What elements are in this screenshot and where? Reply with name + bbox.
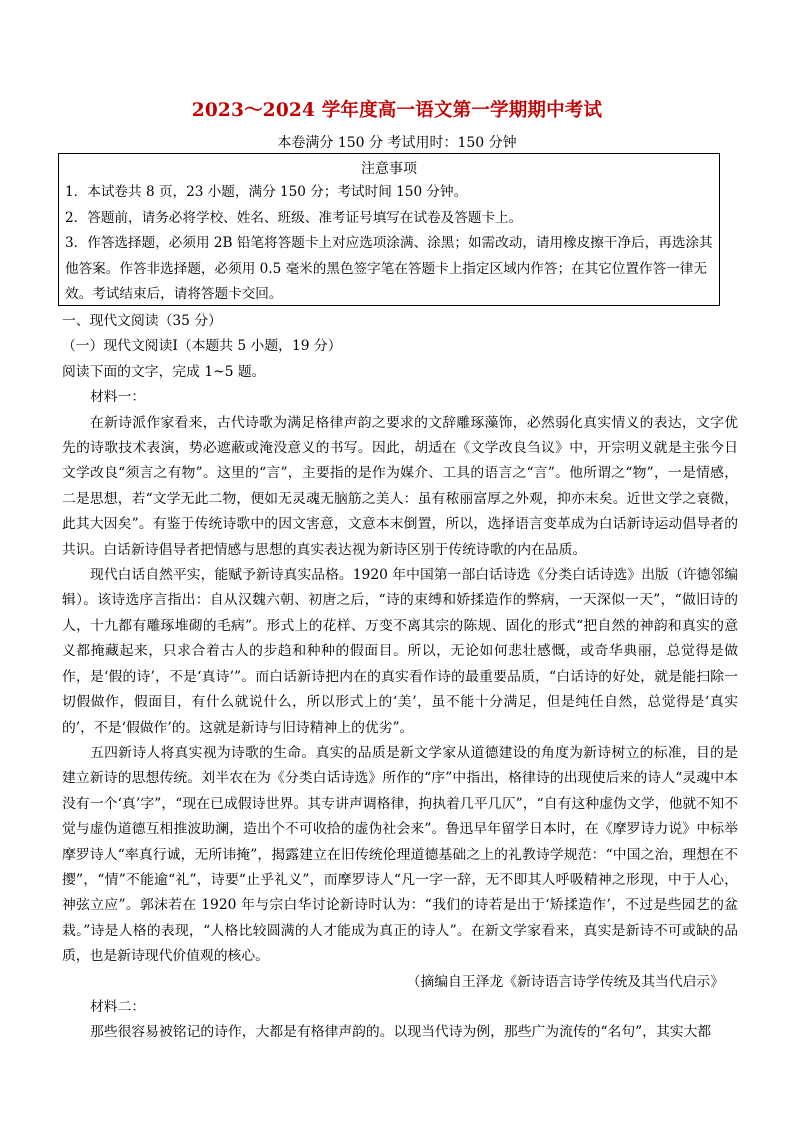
- reading-section: [62, 309, 738, 1046]
- exam-subtitle: 本卷满分 150 分 考试用时：150 分钟: [277, 135, 517, 151]
- material1-label: 材料一：: [90, 389, 146, 406]
- notice-item-3: 3．作答选择题，必须用 2B 铅笔将答题卡上对应选项涂满、涂黑；如需改动，请用橡皮擦干净后，再选涂其他答案。作答非选择题，必须用 0.5 毫米的黑色签字笔在答题卡上指定区域内作答；在其它位置作答一律无效。考试结束后，请将答题卡交回。: [65, 235, 713, 302]
- material1-paragraph-2: 现代白话自然平实，能赋予新诗真实品格。1920 年中国第一部白话诗选《分类白话诗选》出版（许德邻编辑）。该诗选序言指出：自从汉魏六朝、初唐之后，“诗的束缚和娇揉造作的弊病，一天深似一天”，“做旧诗的人，十九都有雕琢堆砌的毛病”。形式上的花样、万变不离其宗的陈规、固化的形式“把自然的神韵和真实的意义都掩藏起来，只求合着古人的步趋和种种的假面目。所以，无论如何悲壮感慨，或奇华典丽，总觉得是做作，是‘假的诗’，不是‘真诗’”。而白话新诗把内在的真实看作诗的最重要品质，“白话诗的好处，就是能扫除一切假做作，假面目，有什么就说什么，所以形式上的‘美’，虽不能十分满足，但是纯任自然，总觉得是‘真实的’，不是‘假做作’的。这就是新诗与旧诗精神上的优劣”。: [62, 567, 738, 736]
- notice-heading: 注意事项: [361, 161, 417, 177]
- notice-item-1: 1．本试卷共 8 页，23 小题，满分 150 分；考试时间 150 分钟。: [65, 184, 468, 200]
- material2-paragraph-1: 那些很容易被铭记的诗作，大都是有格律声韵的。以现当代诗为例，那些广为流传的“名句”，其实大都: [90, 1024, 712, 1041]
- exam-title: 2023～2024 学年度高一语文第一学期期中考试: [191, 100, 603, 121]
- notice-box: [58, 153, 720, 306]
- section-heading: 一、现代文阅读（35 分）: [62, 313, 222, 329]
- material1-paragraph-3: 五四新诗人将真实视为诗歌的生命。真实的品质是新文学家从道德建设的角度为新诗树立的标准，目的是建立新诗的思想传统。刘半农在为《分类白话诗选》所作的“序”中指出，格律诗的出现使后来的诗人“灵魂中本没有一个‘真’字”，“现在已成假诗世界。其专讲声调格律，拘执着几平几仄”，“自有这种虚伪文学，他就不知不觉与虚伪道德互相推波助澜，造出个不可收拾的虚伪社会来”。鲁迅早年留学日本时，在《摩罗诗力说》中标举摩罗诗人“率真行诚，无所讳掩”，揭露建立在旧传统伦理道德基础之上的礼教诗学规范：“中国之治，理想在不撄”，“情”不能逾“礼”，诗要“止乎礼义”，而摩罗诗人“凡一字一辞，无不即其人呼吸精神之形现，中于人心，神弦立应”。郭沫若在 1920 年与宗白华讨论新诗时认为：“我们的诗若是出于‘矫揉造作’，不过是些园艺的盆栽。”诗是人格的表现，“人格比较圆满的人才能成为真正的诗人”。在新文学家看来，真实是新诗不可或缺的品质，也是新诗现代价值观的核心。: [62, 744, 738, 965]
- notice-item-2: 2．答题前，请务必将学校、姓名、班级、准考证号填写在试卷及答题卡上。: [65, 209, 523, 226]
- section-subheading: （一）现代文阅读Ⅰ（本题共 5 小题，19 分）: [62, 338, 342, 355]
- material1-paragraph-1: 在新诗派作家看来，古代诗歌为满足格律声韵之要求的文辞雕琢藻饰，必然弱化真实情义的表达，文字优先的诗歌技术表演，势必遮蔽或淹没意义的书写。因此，胡适在《文学改良刍议》中，开宗明义就是主张今日文学改良“须言之有物”。这里的“言”，主要指的是作为媒介、工具的语言之“言”。他所谓之“物”，一是情感，二是思想，若“文学无此二物，便如无灵魂无脑筋之美人：虽有秾丽富厚之外观，抑亦末矣。近世文学之衰微，此其大因矣”。有鉴于传统诗歌中的因文害意，文意本末倒置，所以，选择语言变革成为白话新诗运动倡导者的共识。白话新诗倡导者把情感与思想的真实表达视为新诗区别于传统诗歌的内在品质。: [62, 414, 738, 558]
- material1-source: （摘编自王泽龙《新诗语言诗学传统及其当代启示》: [406, 973, 724, 990]
- section-instruction: 阅读下面的文字，完成 1~5 题。: [62, 363, 266, 380]
- material2-label: 材料二：: [90, 998, 146, 1015]
